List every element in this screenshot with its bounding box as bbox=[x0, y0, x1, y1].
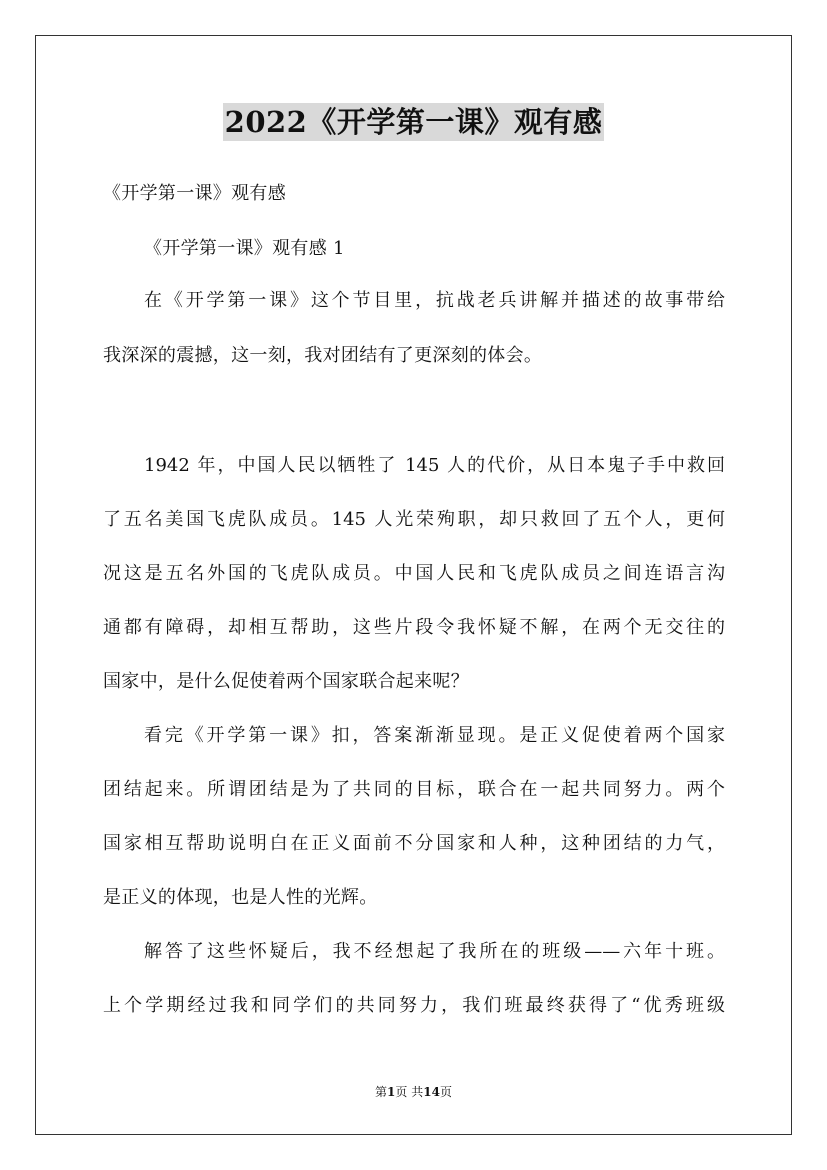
section-heading: 《开学第一课》观有感 1 bbox=[144, 238, 345, 259]
document-title: 2022《开学第一课》观有感 bbox=[224, 105, 603, 139]
body-line: 通都有障碍，却相互帮助，这些片段令我怀疑不解，在两个无交往的 bbox=[103, 617, 725, 638]
body-line: 国家相互帮助说明白在正义面前不分国家和人种，这种团结的力气， bbox=[103, 833, 725, 854]
page-footer bbox=[0, 1084, 827, 1100]
body-line: 解答了这些怀疑后，我不经想起了我所在的班级——六年十班。 bbox=[144, 941, 725, 962]
title-wrap bbox=[0, 103, 827, 141]
body-line: 了五名美国飞虎队成员。145 人光荣殉职，却只救回了五个人，更何 bbox=[103, 509, 725, 530]
document-subtitle: 《开学第一课》观有感 bbox=[103, 183, 286, 204]
body-line: 在《开学第一课》这个节目里，抗战老兵讲解并描述的故事带给 bbox=[144, 290, 725, 311]
body-line: 况这是五名外国的飞虎队成员。中国人民和飞虎队成员之间连语言沟 bbox=[103, 563, 725, 584]
footer-page-mid: 页 共 bbox=[395, 1085, 424, 1099]
footer-page-prefix: 第 bbox=[375, 1085, 388, 1099]
body-line: 我深深的震撼，这一刻，我对团结有了更深刻的体会。 bbox=[103, 345, 543, 366]
body-line: 国家中，是什么促使着两个国家联合起来呢？ bbox=[103, 671, 469, 692]
body-line: 1942 年，中国人民以牺牲了 145 人的代价，从日本鬼子手中救回 bbox=[144, 455, 725, 476]
body-line: 上个学期经过我和同学们的共同努力，我们班最终获得了“优秀班级 bbox=[103, 995, 725, 1016]
footer-page-current: 1 bbox=[387, 1085, 396, 1099]
footer-page-total: 14 bbox=[423, 1085, 440, 1099]
body-line: 看完《开学第一课》扣，答案渐渐显现。是正义促使着两个国家 bbox=[144, 725, 725, 746]
body-line: 是正义的体现，也是人性的光辉。 bbox=[103, 887, 378, 908]
body-line: 团结起来。所谓团结是为了共同的目标，联合在一起共同努力。两个 bbox=[103, 779, 725, 800]
footer-page-suffix: 页 bbox=[439, 1085, 452, 1099]
